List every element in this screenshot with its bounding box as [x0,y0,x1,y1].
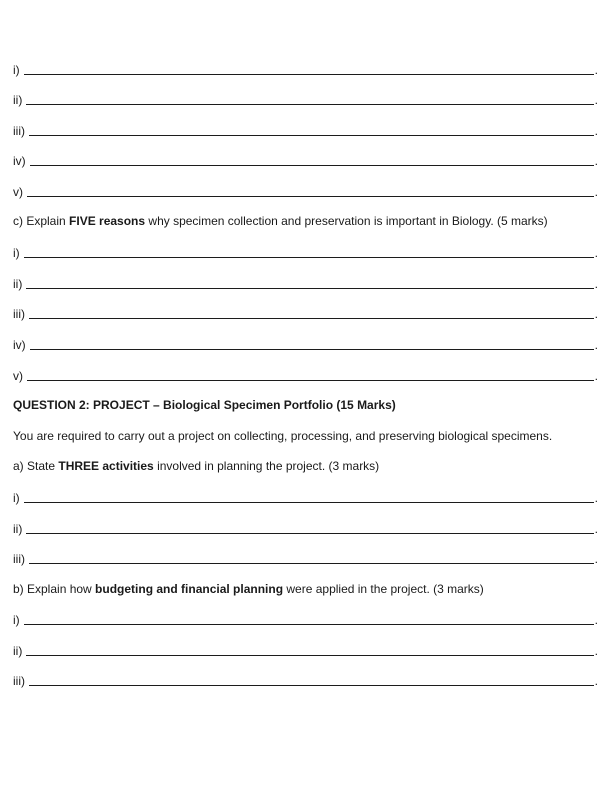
answer-line-label: iii) [13,307,25,322]
line-end-period: . [594,613,598,628]
answer-blank-line [26,654,593,656]
line-end-period: . [594,307,598,322]
answer-line-row [13,321,598,352]
answer-blank-line [24,501,594,503]
answer-line-row [13,536,598,567]
answer-line-label: i) [13,490,20,505]
line-end-period: . [594,276,598,291]
answer-blank-line [27,379,594,381]
line-end-period: . [594,184,598,199]
line-end-period: . [594,337,598,352]
answer-line-row [13,46,598,77]
answer-blank-line [24,256,594,258]
question-a-bold: THREE activities [58,459,154,474]
answer-line-row [13,138,598,169]
answer-blank-line [30,348,594,350]
line-end-period: . [594,490,598,505]
answer-line-row [13,260,598,291]
line-end-period: . [594,246,598,261]
answer-line-label: i) [13,62,20,77]
question-c-post: why specimen collection and preservation is important in Biology. (5 marks) [145,214,548,229]
line-end-period: . [594,552,598,567]
answer-line-row [13,291,598,322]
question-b-bold: budgeting and financial planning [95,581,284,596]
line-end-period: . [594,674,598,689]
answer-blank-line [24,73,594,75]
answer-line-label: iv) [13,337,26,352]
question-2-heading-row [13,383,598,414]
answer-line-row [13,77,598,108]
answer-line-row [13,597,598,628]
answer-line-label: ii) [13,276,23,291]
line-end-period: . [594,62,598,77]
question-2-intro: You are required to carry out a project on collecting, processing, and preserving biological specimens. [13,428,553,443]
question-2-intro-row [13,413,598,444]
answer-line-label: iii) [13,552,25,567]
question-a-post: involved in planning the project. (3 marks) [153,459,380,474]
answer-line-label: i) [13,613,20,628]
answer-line-label: iii) [13,123,25,138]
answer-line-row [13,107,598,138]
line-end-period: . [594,643,598,658]
answer-line-label: ii) [13,643,23,658]
question-a-pre: a) State [13,459,59,474]
answer-blank-line [29,684,594,686]
question-b-pre: b) Explain how [13,581,96,596]
line-end-period: . [594,154,598,169]
line-end-period: . [594,368,598,383]
line-end-period: . [594,93,598,108]
question-b-post: were applied in the project. (3 marks) [283,581,484,596]
answer-line-row [13,658,598,689]
line-end-period: . [594,521,598,536]
answer-line-label: ii) [13,521,23,536]
answer-line-label: i) [13,246,20,261]
answer-blank-line [30,164,594,166]
answer-blank-line [29,134,594,136]
answer-blank-line [29,562,594,564]
answer-blank-line [26,532,593,534]
question-c-text [13,199,598,230]
answer-blank-line [29,317,594,319]
answer-line-row [13,168,598,199]
question-a-text [13,444,598,475]
line-end-period: . [594,123,598,138]
answer-line-label: ii) [13,93,23,108]
answer-line-row [13,352,598,383]
question-b-text [13,566,598,597]
answer-line-row [13,230,598,261]
answer-line-row [13,474,598,505]
question-c-pre: c) Explain [13,214,70,229]
answer-blank-line [26,103,593,105]
answer-line-row [13,627,598,658]
answer-line-label: v) [13,368,23,383]
answer-line-label: iv) [13,154,26,169]
answer-blank-line [24,623,594,625]
answer-line-label: iii) [13,674,25,689]
question-2-heading: QUESTION 2: PROJECT – Biological Specimen Portfolio (15 Marks) [13,397,396,412]
answer-blank-line [27,195,594,197]
question-c-bold: FIVE reasons [69,214,146,229]
answer-blank-line [26,287,593,289]
answer-line-label: v) [13,184,23,199]
answer-line-row [13,505,598,536]
